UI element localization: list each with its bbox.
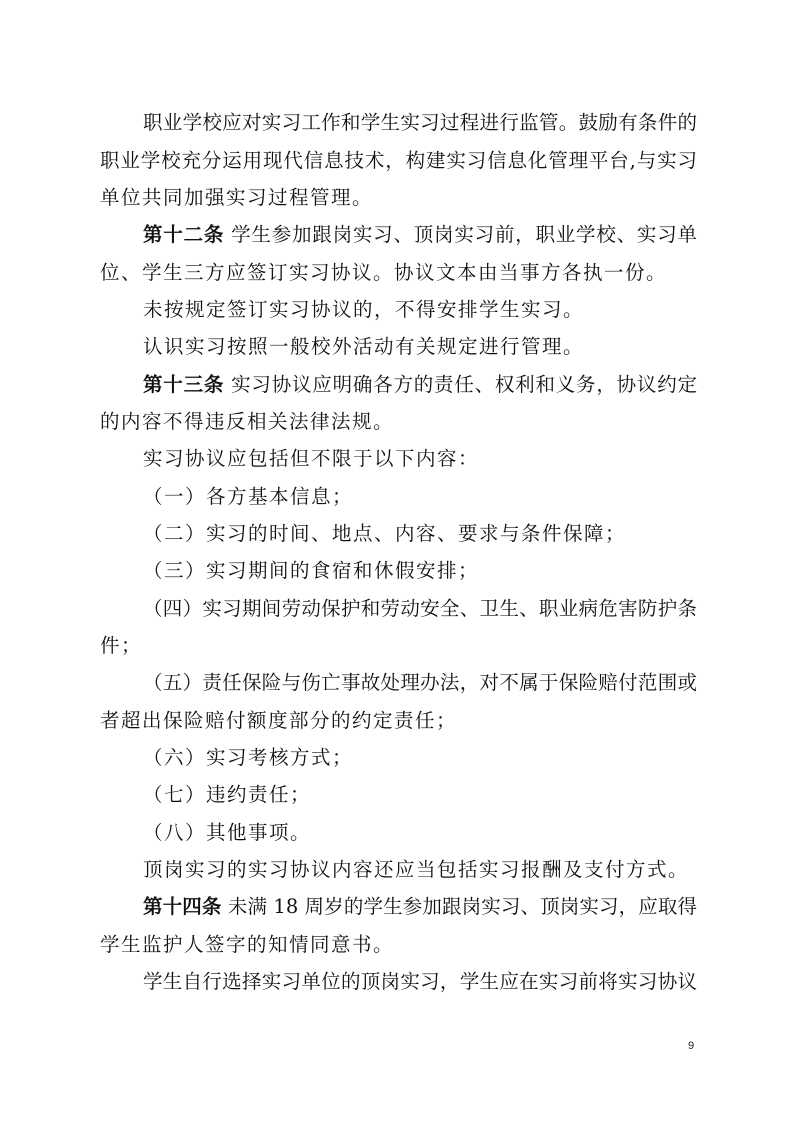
article-text: 未满 18 周岁的学生参加跟岗实习、顶岗实习，应取得 <box>221 895 697 918</box>
paragraph-line: 的内容不得违反相关法律法规。 <box>100 410 395 433</box>
paragraph-line: 职业学校应对实习工作和学生实习过程进行监管。鼓励有条件的 <box>143 111 697 134</box>
article-text: 实习协议应明确各方的责任、权利和义务，协议约定 <box>224 373 697 396</box>
page-number: 9 <box>688 1040 695 1052</box>
paragraph-line: 顶岗实习的实习协议内容还应当包括实习报酬及支付方式。 <box>143 858 690 881</box>
paragraph-line: 职业学校充分运用现代信息技术，构建实习信息化管理平台,与实习 <box>100 149 697 172</box>
list-item-continued: 件； <box>100 634 143 657</box>
list-item: （六）实习考核方式； <box>143 746 354 769</box>
article-text: 学生参加跟岗实习、顶岗实习前，职业学校、实习单 <box>224 223 697 246</box>
article-heading: 第十二条 <box>143 223 225 246</box>
paragraph-line: 单位共同加强实习过程管理。 <box>100 186 374 209</box>
paragraph-line: 认识实习按照一般校外活动有关规定进行管理。 <box>143 335 585 358</box>
list-item: （一）各方基本信息； <box>143 485 354 508</box>
paragraph-line: 未按规定签订实习协议的，不得安排学生实习。 <box>143 298 585 321</box>
list-item: （五）责任保险与伤亡事故处理办法，对不属于保险赔付范围或 <box>143 671 697 694</box>
paragraph-line: 实习协议应包括但不限于以下内容： <box>143 447 480 470</box>
list-item: （二）实习的时间、地点、内容、要求与条件保障； <box>143 522 627 545</box>
list-item: （七）违约责任； <box>143 783 312 806</box>
paragraph-line: 学生监护人签字的知情同意书。 <box>100 933 395 956</box>
article-heading: 第十三条 <box>143 373 225 396</box>
article-heading: 第十四条 <box>143 895 222 918</box>
paragraph-line: 位、学生三方应签订实习协议。协议文本由当事方各执一份。 <box>100 261 668 284</box>
list-item: （四）实习期间劳动保护和劳动安全、卫生、职业病危害防护条 <box>143 597 697 620</box>
article-line <box>143 222 697 248</box>
list-item: （八）其他事项。 <box>143 821 312 844</box>
article-line <box>143 894 697 920</box>
article-line <box>143 372 697 398</box>
list-item: （三）实习期间的食宿和休假安排； <box>143 559 480 582</box>
list-item-continued: 者超出保险赔付额度部分的约定责任； <box>100 709 458 732</box>
paragraph-line: 学生自行选择实习单位的顶岗实习，学生应在实习前将实习协议 <box>143 970 697 993</box>
